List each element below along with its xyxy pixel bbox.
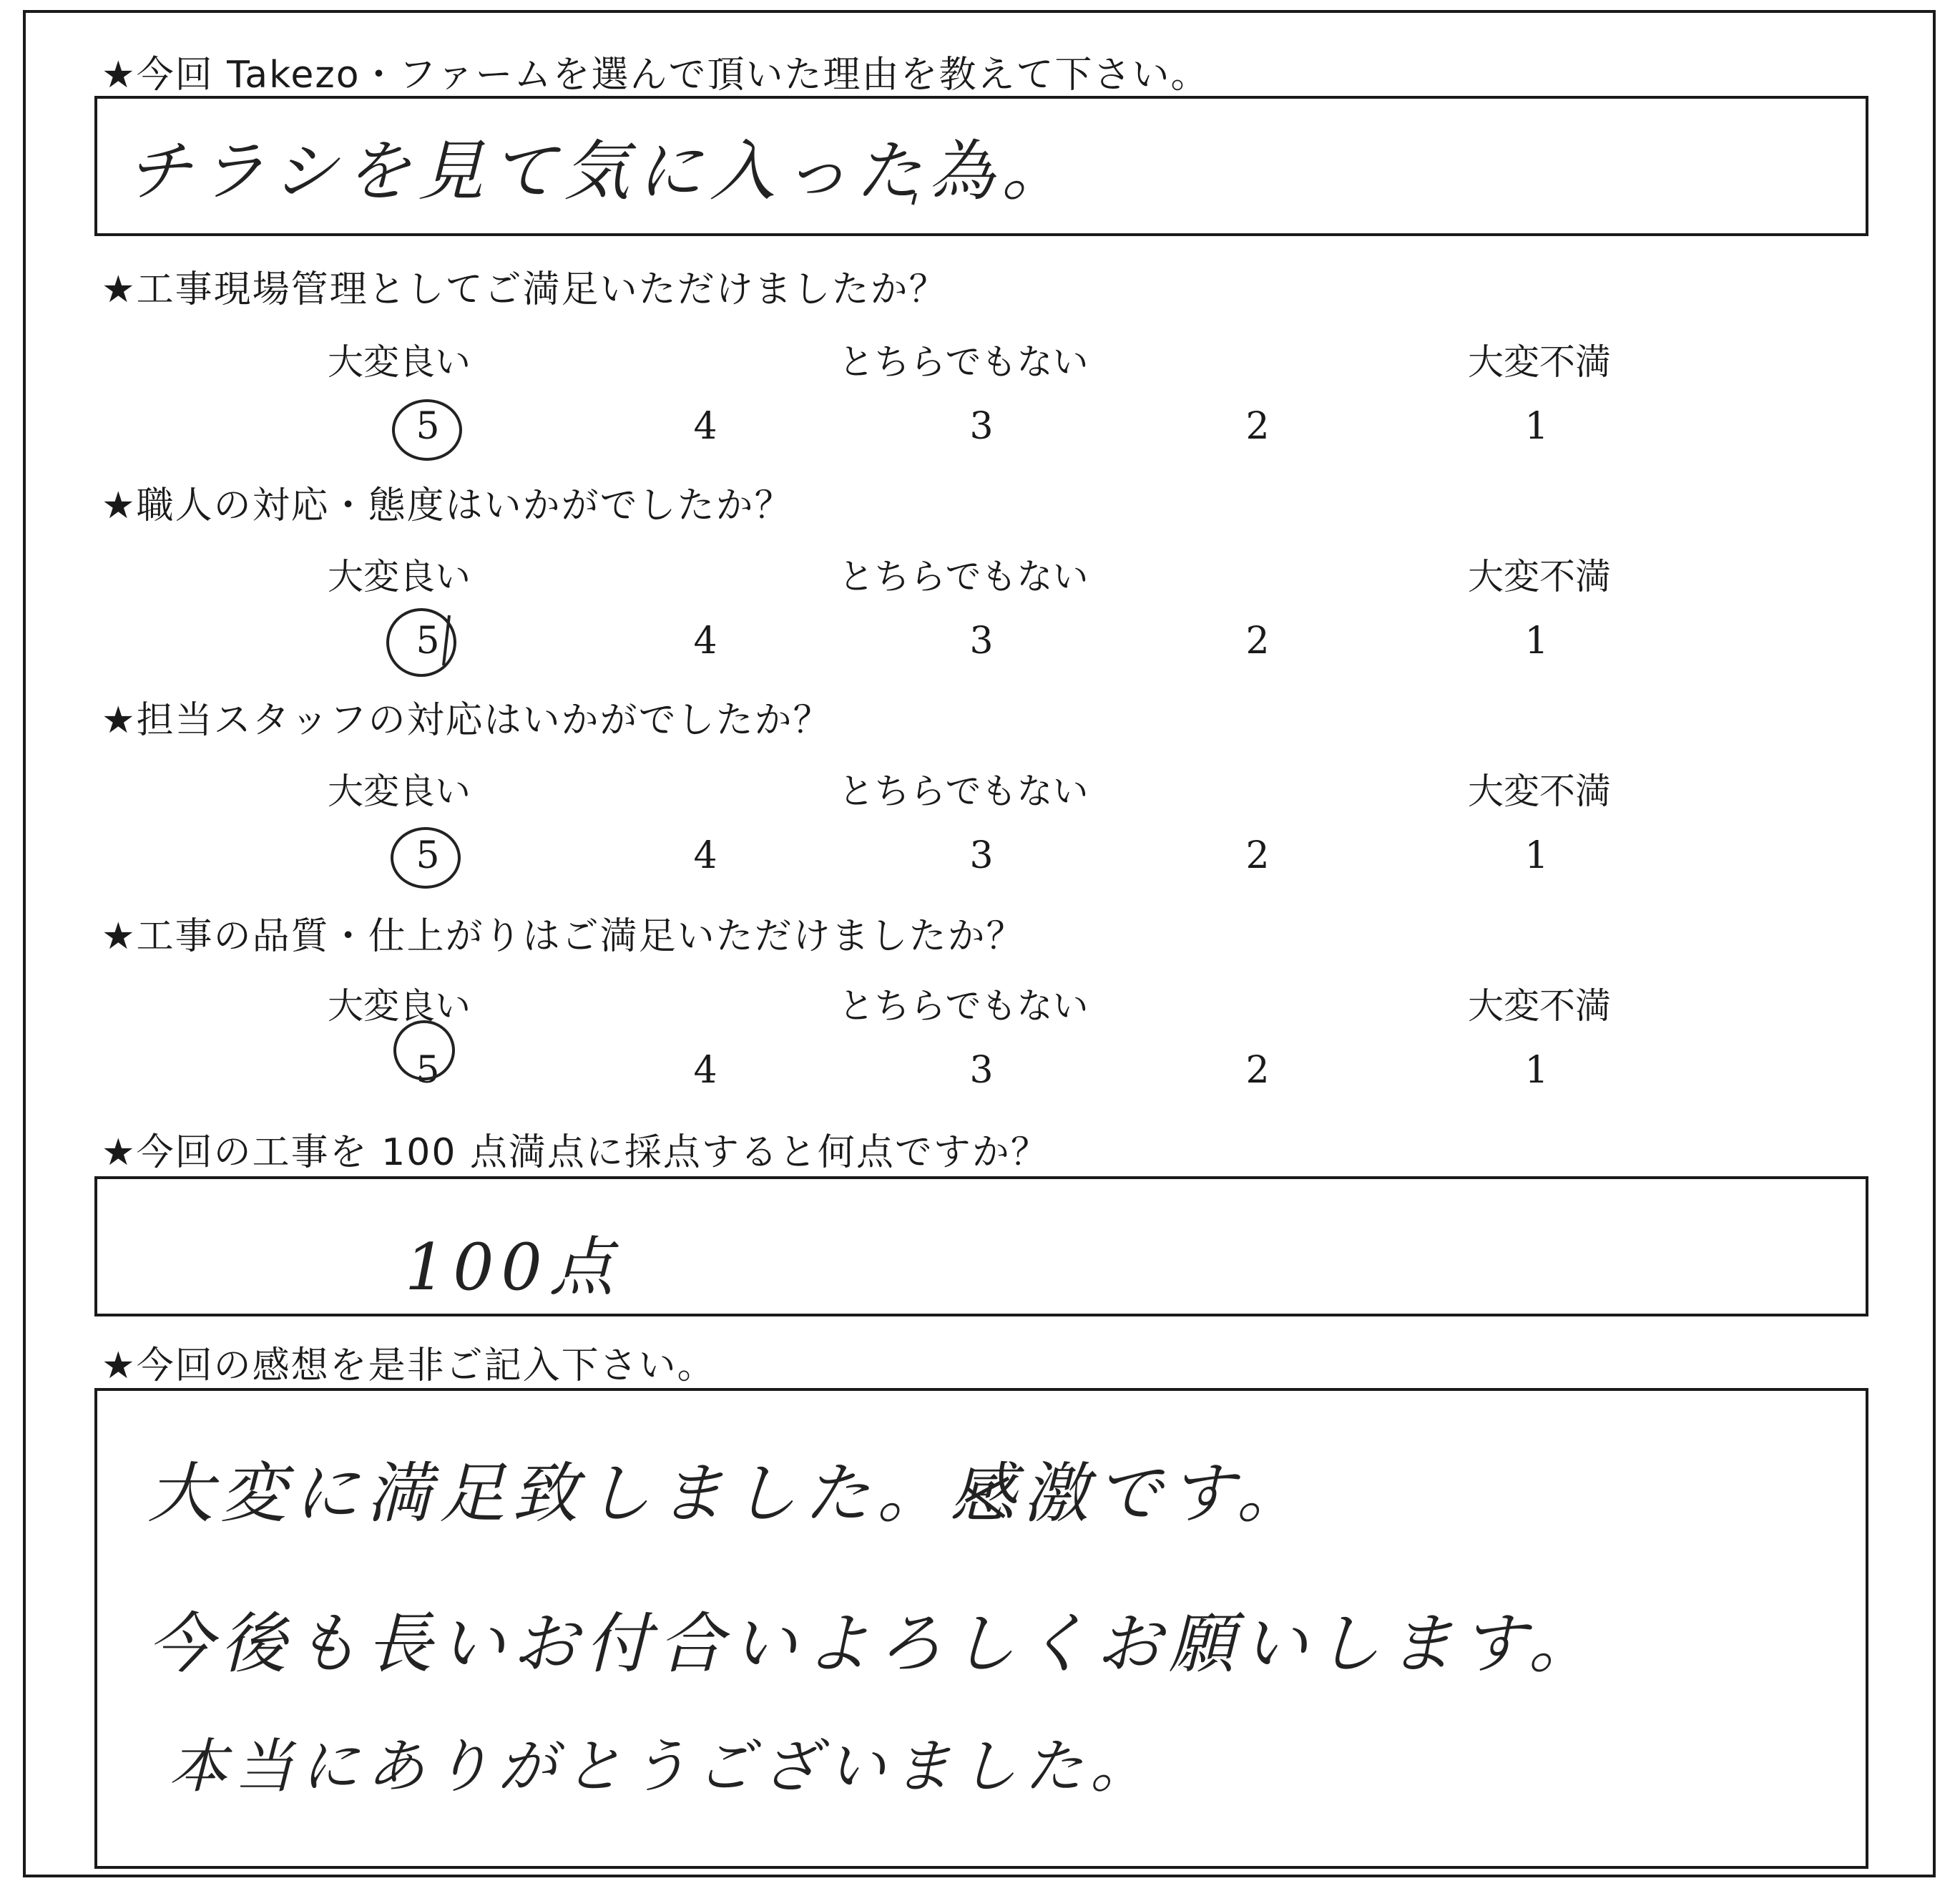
- rating-5[interactable]: 5: [416, 405, 440, 448]
- rating-3[interactable]: 3: [969, 834, 994, 877]
- rating-1[interactable]: 1: [1524, 1049, 1549, 1092]
- rating-5[interactable]: 5: [416, 834, 440, 877]
- label-neutral: とちらでもない: [838, 771, 1089, 812]
- question-craftsman-attitude: ★職人の対応・態度はいかがでしたか？: [102, 484, 793, 527]
- rating-1[interactable]: 1: [1524, 834, 1549, 877]
- question-site-management: ★工事現場管理としてご満足いただけましたか？: [102, 268, 948, 311]
- rating-4[interactable]: 4: [693, 620, 717, 663]
- answer-box-impressions: [94, 1388, 1868, 1869]
- handwritten-line-3: 本当にありがとうございました。: [169, 1733, 1156, 1801]
- rating-3[interactable]: 3: [969, 620, 994, 663]
- question-reason: ★今回 Takezo・ファームを選んで頂いた理由を教えて下さい。: [102, 54, 1210, 97]
- question-impressions: ★今回の感想を是非ご記入下さい。: [102, 1344, 716, 1387]
- rating-4[interactable]: 4: [693, 1049, 717, 1092]
- selected-circle-q3: [386, 608, 456, 677]
- rating-5[interactable]: 5: [416, 1049, 440, 1092]
- rating-2[interactable]: 2: [1245, 620, 1270, 663]
- label-neutral: とちらでもない: [838, 341, 1089, 383]
- question-score: ★今回の工事を 100 点満点に採点すると何点ですか？: [102, 1131, 1049, 1174]
- label-very-dissatisfied: 大変不満: [1468, 985, 1611, 1027]
- label-very-good: 大変良い: [328, 341, 471, 383]
- handwritten-answer-reason: チラシを見て気に入った為。: [126, 133, 1075, 210]
- rating-2[interactable]: 2: [1245, 405, 1270, 448]
- label-very-good: 大変良い: [328, 985, 471, 1027]
- rating-3[interactable]: 3: [969, 405, 994, 448]
- answer-box-score: [94, 1176, 1868, 1316]
- rating-2[interactable]: 2: [1245, 834, 1270, 877]
- handwritten-answer-score: 100点: [405, 1230, 621, 1305]
- selected-circle-q5: [393, 1020, 455, 1080]
- handwritten-line-2: 今後も長いお付合いよろしくお願いします。: [147, 1606, 1602, 1682]
- label-very-dissatisfied: 大変不満: [1468, 556, 1611, 597]
- rating-2[interactable]: 2: [1245, 1049, 1270, 1092]
- label-very-dissatisfied: 大変不満: [1468, 771, 1611, 812]
- question-quality-finish: ★工事の品質・仕上がりはご満足いただけましたか？: [102, 915, 1025, 958]
- rating-1[interactable]: 1: [1524, 405, 1549, 448]
- question-staff-response: ★担当スタッフの対応はいかがでしたか？: [102, 699, 832, 742]
- rating-5[interactable]: 5: [416, 620, 440, 663]
- rating-3[interactable]: 3: [969, 1049, 994, 1092]
- handwritten-line-1: 大変に満足致しました。感激です。: [147, 1455, 1310, 1532]
- selected-circle-q2: [392, 399, 462, 461]
- rating-4[interactable]: 4: [693, 405, 717, 448]
- label-very-dissatisfied: 大変不満: [1468, 341, 1611, 383]
- rating-1[interactable]: 1: [1524, 620, 1549, 663]
- label-very-good: 大変良い: [328, 771, 471, 812]
- selected-circle-q4: [391, 827, 461, 889]
- answer-box-reason: [94, 96, 1868, 236]
- label-very-good: 大変良い: [328, 556, 471, 597]
- label-neutral: とちらでもない: [838, 556, 1089, 597]
- rating-4[interactable]: 4: [693, 834, 717, 877]
- label-neutral: とちらでもない: [838, 985, 1089, 1027]
